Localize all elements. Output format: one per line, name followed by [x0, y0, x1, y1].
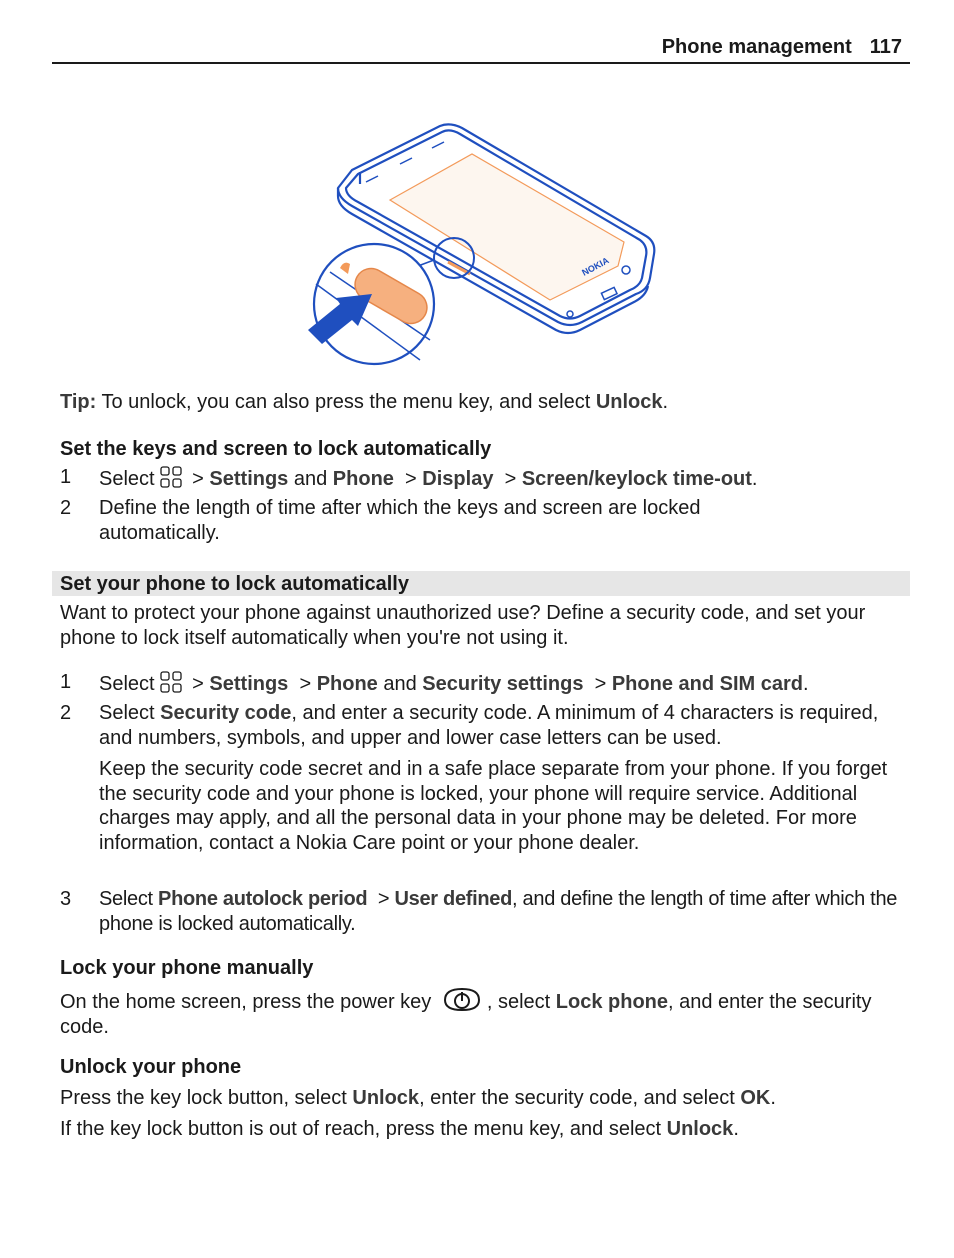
- phone-lock-illustration: [300, 118, 670, 370]
- item-number: 3: [60, 888, 72, 910]
- security-code-label: Security code: [160, 702, 292, 724]
- lock-manual-paragraph: [60, 986, 890, 1039]
- settings-label: Settings: [209, 468, 289, 490]
- item-number: 2: [60, 497, 72, 519]
- security-note: Keep the security code secret and in a safe place separate from your phone. If you forget the security code and your phone is locked, your phone will require service. Additional charges may apply, and all the personal data in your phone may be deleted. For more information, contact a Nokia Care point or your phone dealer.: [99, 758, 888, 854]
- unlock-paragraph-2: [60, 1117, 910, 1142]
- text: .: [733, 1118, 739, 1140]
- phone-label: Phone: [316, 673, 378, 695]
- unlock-label: Unlock: [352, 1087, 420, 1109]
- item-number: 1: [60, 466, 72, 488]
- item-text: [99, 887, 911, 936]
- power-key-icon: [441, 986, 483, 1012]
- page-number: 117: [869, 36, 902, 58]
- sep: >: [299, 673, 312, 695]
- text: , and enter the security code.: [60, 991, 872, 1038]
- item-text: Define the length of time after which the keys and screen are locked automatically.: [99, 497, 701, 544]
- item-number: 1: [60, 671, 72, 693]
- item-text: [99, 465, 911, 492]
- section-heading-auto-keylock: Set the keys and screen to lock automatically: [60, 438, 492, 460]
- header-text: [662, 36, 902, 59]
- period: .: [803, 673, 809, 695]
- tip-paragraph: [60, 390, 910, 415]
- sep: >: [192, 673, 204, 695]
- item-body: , and enter a security code. A minimum of 4 characters is required, and numbers, symbols, and upper and lower case letters can be used.: [99, 702, 879, 749]
- item-text: [99, 701, 911, 750]
- settings-label: Settings: [209, 673, 289, 695]
- unlock-label: Unlock: [666, 1118, 734, 1140]
- ok-label: OK: [740, 1087, 771, 1109]
- page-header: [52, 36, 910, 64]
- sep: >: [377, 888, 390, 910]
- item-text: [99, 670, 911, 697]
- menu-grid-icon: [159, 670, 183, 694]
- phone-label: Phone: [332, 468, 394, 490]
- sep: >: [594, 673, 607, 695]
- brand-logo: NOKIA: [580, 255, 611, 278]
- text: Press the key lock button, select: [60, 1087, 353, 1109]
- display-label: Display: [422, 468, 494, 490]
- timeout-label: Screen/keylock time-out: [521, 468, 752, 490]
- section-heading-phone-autolock: Set your phone to lock automatically: [60, 573, 409, 595]
- tip-text-1: To unlock, you can also press the menu key, and select: [96, 391, 596, 413]
- select-word: Select: [99, 702, 161, 724]
- and-word: and: [288, 468, 333, 490]
- period: .: [751, 468, 758, 490]
- select-word: Select: [99, 673, 155, 695]
- lock-phone-label: Lock phone: [555, 991, 669, 1013]
- phone-sim-label: Phone and SIM card: [611, 673, 803, 695]
- intro-paragraph: Want to protect your phone against unauthorized use? Define a security code, and set your phone to lock itself automatically when you're not using it.: [60, 602, 866, 649]
- select-word: Select: [99, 468, 155, 490]
- sep: >: [192, 468, 204, 490]
- section-title: Phone management: [661, 36, 852, 58]
- tip-label: Tip:: [60, 391, 97, 413]
- section-heading-unlock: Unlock your phone: [60, 1056, 242, 1078]
- text: , select: [486, 991, 556, 1013]
- text: On the home screen, press the power key: [60, 991, 437, 1013]
- sep: >: [504, 468, 517, 490]
- unlock-paragraph-1: [60, 1086, 910, 1111]
- item-body: , and define the length of time after which the phone is locked automatically.: [99, 888, 898, 935]
- user-defined-label: User defined: [394, 888, 513, 910]
- zoomed-key-lock: [308, 244, 434, 364]
- tip-text-2: .: [662, 391, 669, 413]
- select-word: Select: [99, 888, 159, 910]
- section-heading-lock-manual: Lock your phone manually: [60, 957, 314, 979]
- sep: >: [405, 468, 417, 490]
- and-word: and: [377, 673, 423, 695]
- text: If the key lock button is out of reach, press the menu key, and select: [60, 1118, 667, 1140]
- autolock-period-label: Phone autolock period: [158, 888, 368, 910]
- security-settings-label: Security settings: [422, 673, 584, 695]
- tip-unlock: Unlock: [595, 391, 663, 413]
- text: , enter the security code, and select: [419, 1087, 741, 1109]
- item-number: 2: [60, 702, 72, 724]
- text: .: [770, 1087, 776, 1109]
- menu-grid-icon: [159, 465, 183, 489]
